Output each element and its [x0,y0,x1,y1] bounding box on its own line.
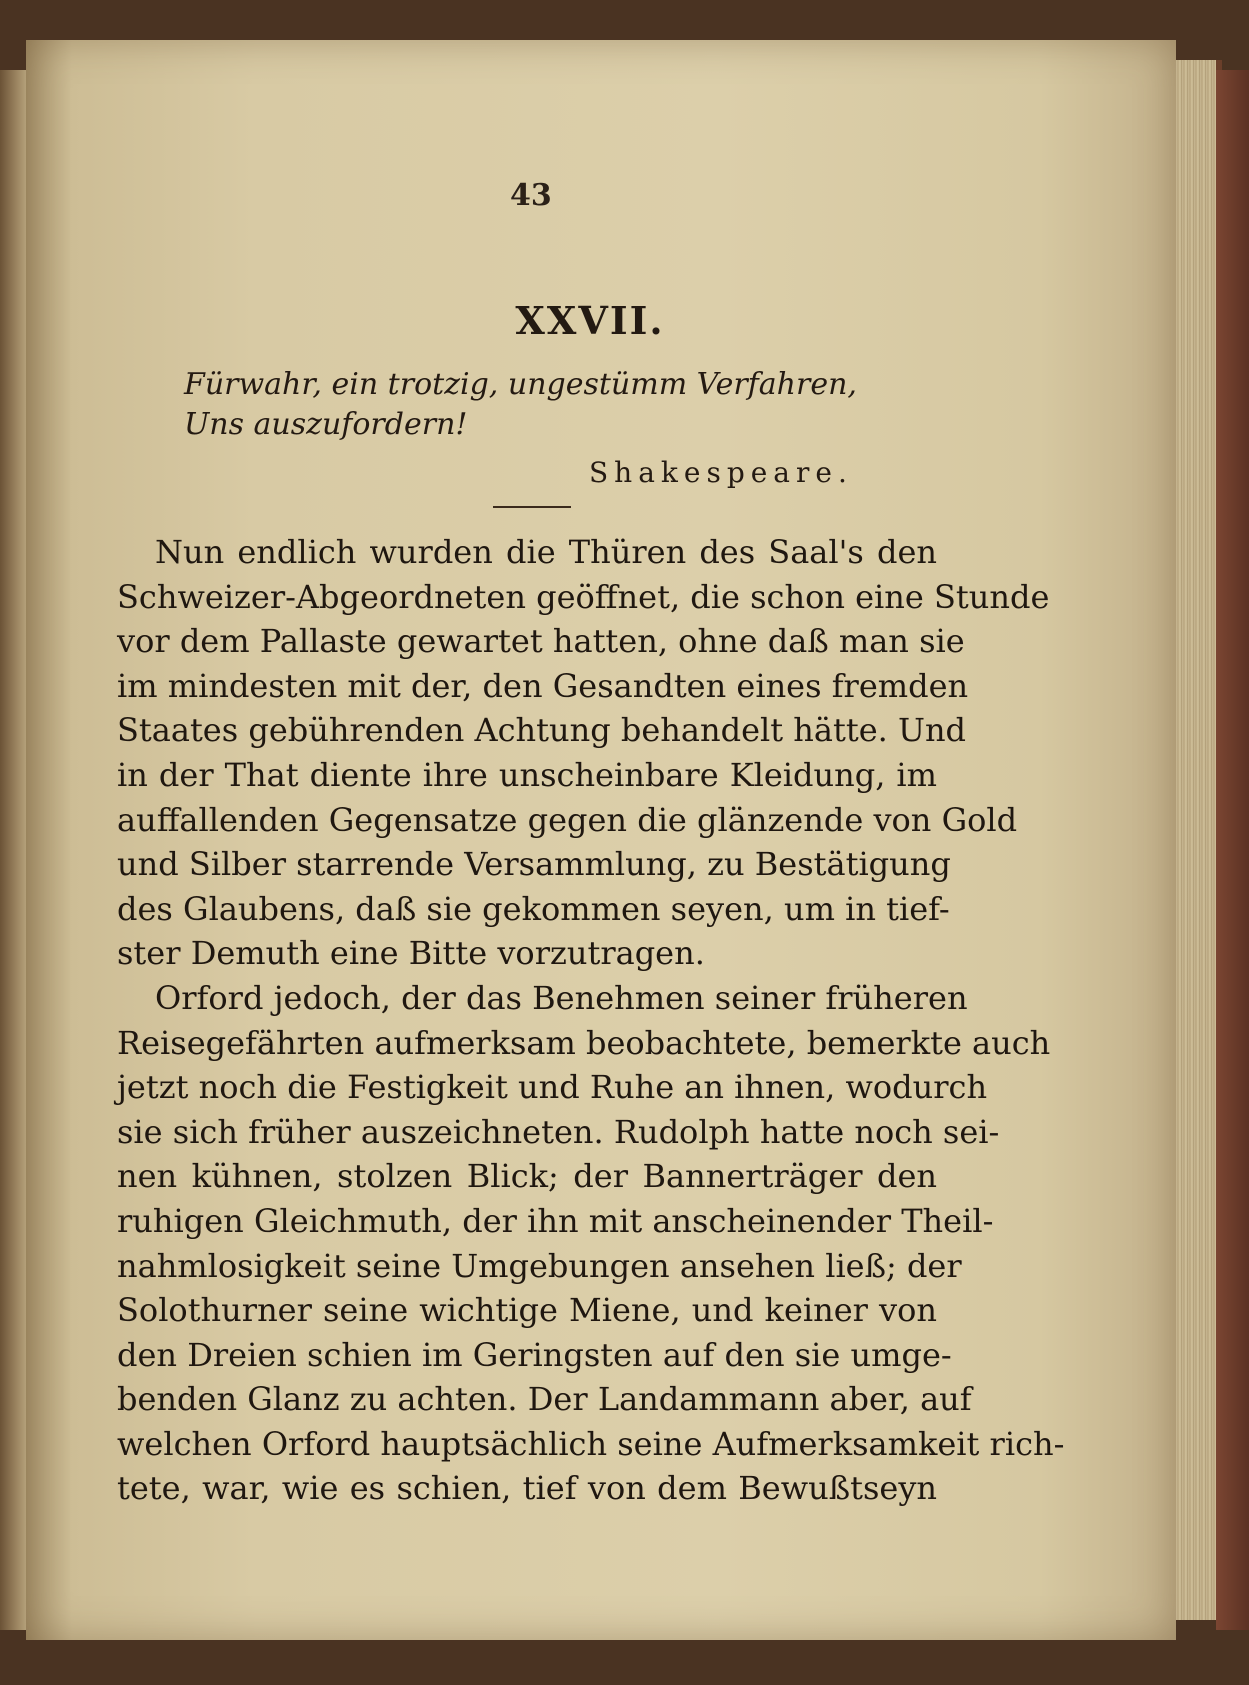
section-divider [493,506,571,508]
text-line: im mindesten mit der, den Gesandten eines fremden [117,666,969,705]
text-line: nen kühnen, stolzen Blick; der Bannerträger den [117,1157,937,1196]
epigraph-line: Uns auszufordern! [184,407,468,442]
text-line: Reisegefährten aufmerksam beobachtete, bemerkte auch [117,1023,1051,1062]
chapter-heading: XXVII. [515,298,665,343]
text-line: nahmlosigkeit seine Umgebungen ansehen ließ; der [117,1246,962,1285]
body-text [117,530,1065,1511]
text-line: Orford jedoch, der das Benehmen seiner früheren [155,978,968,1017]
text-line: des Glaubens, daß sie gekommen seyen, um in tief- [117,889,950,928]
text-line: auffallenden Gegensatze gegen die glänzende von Gold [117,800,1018,839]
epigraph [184,365,904,489]
text-line: Solothurner seine wichtige Miene, und keiner von [117,1291,937,1330]
text-line: tete, war, wie es schien, tief von dem Bewußtseyn [117,1469,937,1508]
text-line: ster Demuth eine Bitte vorzutragen. [117,934,705,973]
text-line: in der That diente ihre unscheinbare Kleidung, im [117,755,937,794]
text-line: Staates gebührenden Achtung behandelt hätte. Und [117,711,967,750]
text-line: ruhigen Gleichmuth, der ihn mit anscheinender Theil- [117,1201,994,1240]
text-line: Schweizer-Abgeordneten geöffnet, die schon eine Stunde [117,577,1050,616]
epigraph-author: Shakespeare. [589,456,853,489]
text-line: und Silber starrende Versammlung, zu Bestätigung [117,845,951,884]
text-line: welchen Orford hauptsächlich seine Aufmerksamkeit rich- [117,1424,1065,1463]
text-line: Nun endlich wurden die Thüren des Saal's den [155,533,937,571]
text-line: vor dem Pallaste gewartet hatten, ohne daß man sie [117,622,965,661]
book-cover-edge [1216,70,1249,1630]
text-line: den Dreien schien im Geringsten auf den sie umge- [117,1335,952,1374]
page-number: 43 [510,178,552,213]
text-line: jetzt noch die Festigkeit und Ruhe an ihnen, wodurch [117,1068,988,1107]
text-line: benden Glanz zu achten. Der Landammann aber, auf [117,1380,972,1419]
epigraph-line: Fürwahr, ein trotzig, ungestümm Verfahren, [184,367,857,402]
text-line: sie sich früher auszeichneten. Rudolph hatte noch sei- [117,1112,1000,1151]
